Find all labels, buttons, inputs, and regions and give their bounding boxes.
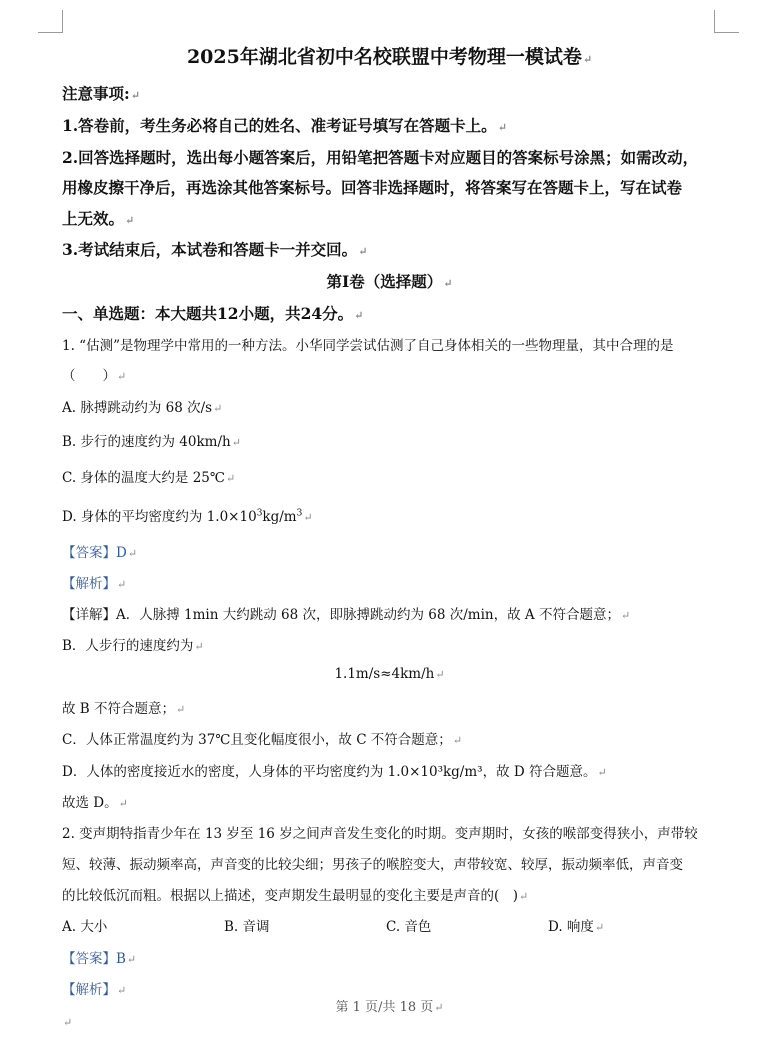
question-1-option-d: D. 身体的平均密度约为 $1.0\times 10^3kg/m^3↵$ <box>62 508 313 525</box>
question-2-stem-line-1: 2. 变声期特指青少年在 13 岁至 16 岁之间声音发生变化的时期。变声期时，女孩的喉部变得狭小，声带较 <box>62 826 698 842</box>
question-1-analysis-label: 【解析】↵ <box>62 576 127 592</box>
question-2-option-c: C. 音色 <box>386 919 432 935</box>
notice-item-1: 1.答卷前，考生务必将自己的姓名、准考证号填写在答题卡上。↵ <box>62 116 507 135</box>
notice-heading: 注意事项:↵ <box>62 84 140 103</box>
page-footer: 第 1 页/共 18 页↵ <box>335 1000 444 1015</box>
page-corner-mark-top-left <box>38 10 63 33</box>
page-corner-mark-top-right <box>714 10 739 33</box>
question-1-conclusion: 故选 D。↵ <box>62 795 128 811</box>
question-1-formula: 1.1m/s≈4km/h↵ <box>334 666 445 682</box>
question-2-stem-line-2: 短、较薄、振动频率高，声音变的比较尖细；男孩子的喉腔变大，声带较宽、较厚，振动频率低，声音变 <box>62 857 683 873</box>
part-title: 一、单选题：本大题共12小题，共24分。↵ <box>62 304 364 323</box>
question-1-detail-a: 【详解】A．人脉搏 1min 大约跳动 68 次，即脉搏跳动约为 68 次/min，故 A 不符合题意；↵ <box>62 607 631 623</box>
question-1-stem-line-2: （ ）↵ <box>62 368 127 384</box>
notice-item-2-line-2: 用橡皮擦干净后，再选涂其他答案标号。回答非选择题时，将答案写在答题卡上，写在试卷 <box>62 178 683 197</box>
question-2-option-b: B. 音调 <box>224 919 270 935</box>
section-title: 第I卷（选择题）↵ <box>326 272 453 291</box>
question-1-option-c: C. 身体的温度大约是 25℃↵ <box>62 470 236 486</box>
notice-item-2-line-3: 上无效。↵ <box>62 209 135 228</box>
question-1-option-a: A. 脉搏跳动约为 68 次/s↵ <box>62 400 223 416</box>
trailing-paragraph-mark: ↵ <box>63 1016 73 1029</box>
question-2-answer: 【答案】B↵ <box>62 951 137 967</box>
question-2-option-a: A. 大小 <box>62 919 108 935</box>
question-1-detail-c: C．人体正常温度约为 37℃且变化幅度很小，故 C 不符合题意；↵ <box>62 732 463 748</box>
question-1-option-b: B. 步行的速度约为 40km/h↵ <box>62 434 241 450</box>
question-1-detail-b-end: 故 B 不符合题意；↵ <box>62 701 186 717</box>
question-1-detail-b: B．人步行的速度约为↵ <box>62 638 204 654</box>
notice-item-2-line-1: 2.回答选择题时，选出每小题答案后，用铅笔把答题卡对应题目的答案标号涂黑；如需改动， <box>62 148 699 167</box>
notice-item-3: 3.考试结束后，本试卷和答题卡一并交回。↵ <box>62 240 368 259</box>
question-1-answer: 【答案】D↵ <box>62 545 138 561</box>
question-2-option-d: D. 响度↵ <box>548 919 605 935</box>
exam-title: 2025年湖北省初中名校联盟中考物理一模试卷↵ <box>186 46 593 68</box>
question-1-stem-line-1: 1. “估测”是物理学中常用的一种方法。小华同学尝试估测了自己身体相关的一些物理量，其中合理的是 <box>62 338 674 354</box>
question-2-analysis-label: 【解析】↵ <box>62 982 127 998</box>
question-2-stem-line-3: 的比较低沉而粗。根据以上描述，变声期发生最明显的变化主要是声音的( )↵ <box>62 888 529 904</box>
question-1-detail-d: D．人体的密度接近水的密度，人身体的平均密度约为 1.0×10³kg/m³，故 D 符合题意。↵ <box>62 764 607 780</box>
